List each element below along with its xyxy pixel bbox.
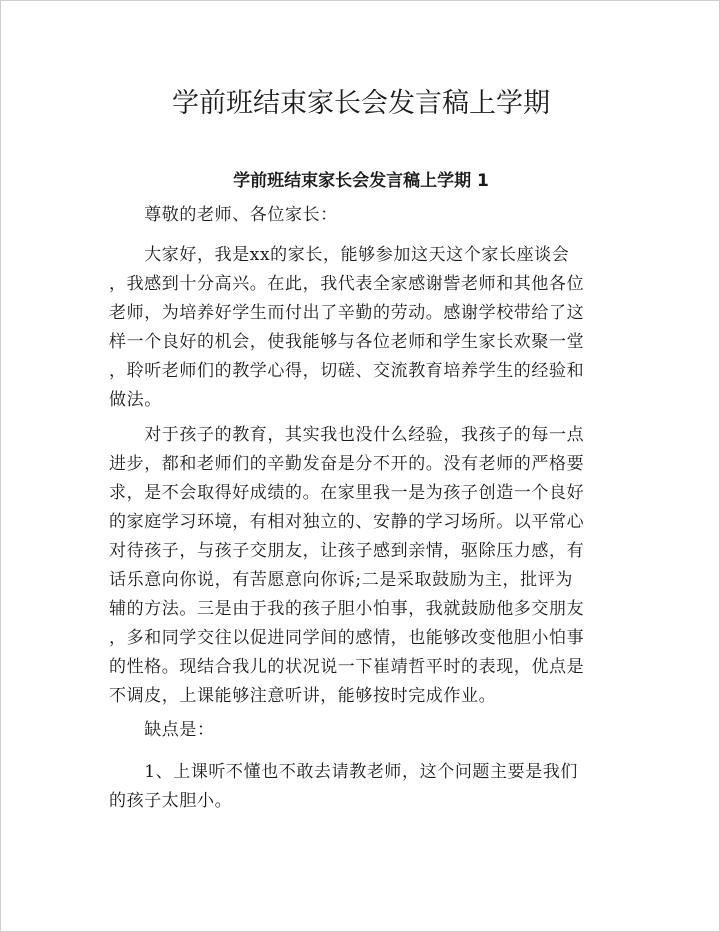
paragraph-1: 大家好，我是xx的家长，能够参加这天这个家长座谈会 ，我感到十分高兴。在此，我代表全家感谢訾老师和其他各位 老师，为培养好学生而付出了辛勤的劳动。感谢学校带给了这 样一个良好的机会，使我能够与各位老师和学生家长欢聚一堂 ，聆听老师们的教学心得，切磋、交流教育培养学生的经验和 做法。	[109, 245, 585, 410]
document-title: 学前班结束家长会发言稿上学期	[172, 88, 550, 119]
shortcomings-label: 缺点是：	[109, 720, 215, 740]
paragraph-block-3	[109, 758, 615, 816]
greeting-text: 尊敬的老师、各位家长：	[109, 205, 338, 225]
paragraph-3: 1、上课听不懂也不敢去请教老师，这个问题主要是我们 的孩子太胆小。	[109, 762, 579, 811]
paragraph-2: 对于孩子的教育，其实我也没什么经验，我孩子的每一点 进步，都和老师们的辛勤发奋是分不开的。没有老师的严格要 求，是不会取得好成绩的。在家里我一是为孩子创造一个良好 的家庭学习环境，有相对独立的、安静的学习场所。以平常心 对待孩子，与孩子交朋友，让孩子感到亲情，驱除压力感，有 话乐意向你说，有苦愿意向你诉;二是采取鼓励为主，批评为 辅的方法。三是由于我的孩子胆小怕事，我就鼓励他多交朋友 ，多和同学交往以促进同学间的感情，也能够改变他胆小怕事 的性格。现结合我儿的状况说一下崔靖哲平时的表现，优点是 不调皮，上课能够注意听讲，能够按时完成作业。	[109, 425, 585, 706]
paragraph-block-2	[109, 421, 615, 711]
section-title: 学前班结束家长会发言稿上学期 1	[233, 171, 489, 191]
greeting-block	[109, 201, 615, 230]
paragraph-block-1	[109, 241, 615, 415]
shortcomings-block	[109, 716, 615, 745]
